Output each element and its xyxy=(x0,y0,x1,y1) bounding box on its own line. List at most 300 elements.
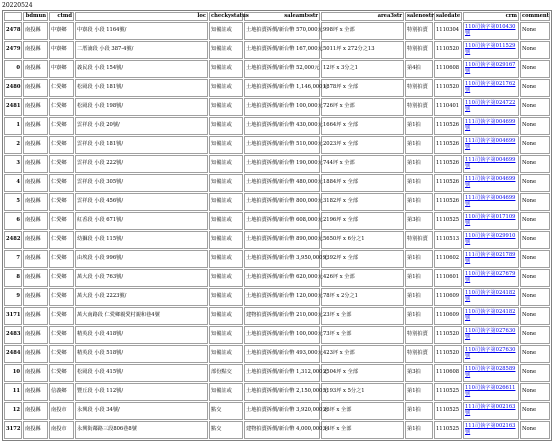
cell-comment: None xyxy=(520,60,550,78)
crm-case-link[interactable]: 111司執字第002163號 xyxy=(465,423,516,435)
cell-comment: None xyxy=(520,79,550,97)
cell-bdmun: 南投縣 xyxy=(23,250,48,268)
crm-case-link[interactable]: 111司執字第004699號 xyxy=(465,176,516,188)
column-header-ctmd: ctmd xyxy=(49,12,74,21)
cell-checkystatus: 知備註或 xyxy=(209,288,243,306)
cell-loc: 由埃段 小段 996號/ xyxy=(75,250,208,268)
table-row xyxy=(4,345,550,363)
row-index: 3171 xyxy=(4,307,22,325)
cell-saleamt: 土地拍賣拆價/新台幣 1,312,000元 xyxy=(244,364,320,382)
cell-saleno: 第1拍 xyxy=(405,174,433,192)
cell-saleamt: 土地拍賣拆價/新台幣 120,000元 xyxy=(244,288,320,306)
cell-saledate: 1110525 xyxy=(434,402,462,420)
cell-saleamt: 土地拍賣拆價/新台幣 3,920,000元 xyxy=(244,402,320,420)
table-row xyxy=(4,60,550,78)
cell-crm xyxy=(463,117,519,135)
table-row xyxy=(4,22,550,40)
cell-loc: 萬大段 小段 763號/ xyxy=(75,269,208,287)
cell-crm xyxy=(463,250,519,268)
cell-saleno: 第1拍 xyxy=(405,193,433,211)
column-header-area3str: area3str xyxy=(321,12,404,21)
cell-saleno: 第1拍 xyxy=(405,307,433,325)
table-row xyxy=(4,383,550,401)
cell-saleno: 第3拍 xyxy=(405,364,433,382)
cell-saleamt: 土地拍賣拆價/新台幣 190,000元 xyxy=(244,155,320,173)
cell-area: 426坪 x 全部 xyxy=(321,269,404,287)
row-index: 2479 xyxy=(4,41,22,59)
cell-loc: 雲祥段 小段 222號/ xyxy=(75,155,208,173)
cell-bdmun: 南投縣 xyxy=(23,22,48,40)
crm-case-link[interactable]: 110司執字第024722號 xyxy=(465,100,516,112)
cell-crm xyxy=(463,41,519,59)
row-index: 3 xyxy=(4,155,22,173)
cell-ctmd: 中寮鄉 xyxy=(49,22,74,40)
cell-area: 5193坪 x 5分之1 xyxy=(321,383,404,401)
cell-bdmun: 南投縣 xyxy=(23,345,48,363)
cell-saleamt: 土地拍賣拆價/新台幣 620,000元 xyxy=(244,269,320,287)
crm-case-link[interactable]: 110司執字第027630號 xyxy=(465,347,516,359)
cell-loc: 永興街鄰路三段806巷8號 xyxy=(75,421,208,439)
crm-case-link[interactable]: 110司執字第028589號 xyxy=(465,366,516,378)
cell-saledate: 1110520 xyxy=(434,345,462,363)
cell-checkystatus: 知備註或 xyxy=(209,345,243,363)
cell-loc: 豐丘段 小段 112號/ xyxy=(75,383,208,401)
row-index: 2480 xyxy=(4,79,22,97)
cell-area: 23坪 x 全部 xyxy=(321,307,404,325)
crm-case-link[interactable]: 110司執字第011529號 xyxy=(465,43,516,55)
cell-saleamt: 土地拍賣拆價/新台幣 167,000元 xyxy=(244,41,320,59)
cell-crm xyxy=(463,288,519,306)
cell-saleamt: 建物拍賣拆價/新台幣 4,000,000元 xyxy=(244,421,320,439)
cell-comment: None xyxy=(520,193,550,211)
report-date: 20220524 xyxy=(2,2,33,9)
cell-ctmd: 南投市 xyxy=(49,421,74,439)
cell-checkystatus: 知備註或 xyxy=(209,155,243,173)
cell-ctmd: 仁愛鄉 xyxy=(49,288,74,306)
cell-ctmd: 仁愛鄉 xyxy=(49,307,74,325)
cell-saleno: 第1拍 xyxy=(405,269,433,287)
cell-saledate: 1110608 xyxy=(434,364,462,382)
cell-saleno: 特別拍賣 xyxy=(405,345,433,363)
cell-ctmd: 仁愛鄉 xyxy=(49,212,74,230)
cell-saledate: 1110526 xyxy=(434,117,462,135)
cell-bdmun: 南投縣 xyxy=(23,326,48,344)
cell-loc: 精英段 小段 418號/ xyxy=(75,326,208,344)
cell-saleamt: 土地拍賣拆價/新台幣 1,146,000元 xyxy=(244,79,320,97)
cell-ctmd: 中寮鄉 xyxy=(49,41,74,59)
cell-crm xyxy=(463,60,519,78)
cell-saleno: 第4拍 xyxy=(405,60,433,78)
cell-bdmun: 南投縣 xyxy=(23,193,48,211)
crm-case-link[interactable]: 110司執字第024182號 xyxy=(465,290,516,302)
cell-bdmun: 南投縣 xyxy=(23,136,48,154)
crm-case-link[interactable]: 111司執字第002163號 xyxy=(465,404,516,416)
cell-crm xyxy=(463,326,519,344)
cell-crm xyxy=(463,79,519,97)
cell-saleno: 第1拍 xyxy=(405,155,433,173)
cell-loc: 松岡段 小段 198號/ xyxy=(75,98,208,116)
cell-area: 2023坪 x 全部 xyxy=(321,136,404,154)
cell-loc: 幼獅段 小段 115號/ xyxy=(75,231,208,249)
cell-checkystatus: 部份點交 xyxy=(209,364,243,382)
cell-bdmun: 南投縣 xyxy=(23,79,48,97)
cell-checkystatus: 知備註或 xyxy=(209,269,243,287)
table-row xyxy=(4,136,550,154)
table-row xyxy=(4,41,550,59)
crm-case-link[interactable]: 111司執字第004699號 xyxy=(465,195,516,207)
cell-saleamt: 土地拍賣拆價/新台幣 510,000元 xyxy=(244,136,320,154)
cell-ctmd: 仁愛鄉 xyxy=(49,155,74,173)
cell-checkystatus: 知備註或 xyxy=(209,98,243,116)
column-header-bdmun: bdmun xyxy=(23,12,48,21)
cell-area: 73坪 x 全部 xyxy=(321,326,404,344)
crm-case-link[interactable]: 111司執字第004699號 xyxy=(465,138,516,150)
cell-area: 1884坪 x 全部 xyxy=(321,174,404,192)
cell-loc: 精英段 小段 518號/ xyxy=(75,345,208,363)
cell-area: 12坪 x 3分之1 xyxy=(321,60,404,78)
cell-bdmun: 南投縣 xyxy=(23,288,48,306)
table-row xyxy=(4,117,550,135)
cell-saleamt: 建物拍賣拆價/新台幣 210,000元 xyxy=(244,307,320,325)
cell-ctmd: 仁愛鄉 xyxy=(49,117,74,135)
cell-comment: None xyxy=(520,307,550,325)
cell-saledate: 1110513 xyxy=(434,231,462,249)
cell-loc: 義民段 小段 154號/ xyxy=(75,60,208,78)
cell-crm xyxy=(463,421,519,439)
row-index: 9 xyxy=(4,288,22,306)
row-index: 1 xyxy=(4,117,22,135)
cell-bdmun: 南投縣 xyxy=(23,421,48,439)
column-header-comment: comment xyxy=(520,12,550,21)
cell-loc: 雲祥段 小段 20號/ xyxy=(75,117,208,135)
cell-bdmun: 南投縣 xyxy=(23,117,48,135)
cell-comment: None xyxy=(520,421,550,439)
table-row xyxy=(4,155,550,173)
cell-comment: None xyxy=(520,345,550,363)
cell-crm xyxy=(463,364,519,382)
table-header-row xyxy=(4,12,550,21)
cell-crm xyxy=(463,22,519,40)
cell-saleamt: 土地拍賣拆價/新台幣 430,000元 xyxy=(244,117,320,135)
cell-saledate: 1110526 xyxy=(434,136,462,154)
cell-saleno: 特別拍賣 xyxy=(405,326,433,344)
cell-crm xyxy=(463,345,519,363)
cell-saleamt: 土地拍賣拆價/新台幣 800,000元 xyxy=(244,193,320,211)
cell-saledate: 1110526 xyxy=(434,174,462,192)
cell-checkystatus: 知備註或 xyxy=(209,231,243,249)
row-index: 2483 xyxy=(4,326,22,344)
cell-loc: 二厝湳段 小段 387-4號/ xyxy=(75,41,208,59)
cell-loc: 紅香段 小段 671號/ xyxy=(75,212,208,230)
cell-bdmun: 南投縣 xyxy=(23,98,48,116)
cell-checkystatus: 知備註或 xyxy=(209,307,243,325)
cell-saleno: 第1拍 xyxy=(405,421,433,439)
crm-case-link[interactable]: 111司執字第004699號 xyxy=(465,157,516,169)
cell-saleno: 第1拍 xyxy=(405,383,433,401)
table-row xyxy=(4,364,550,382)
cell-bdmun: 南投縣 xyxy=(23,60,48,78)
cell-comment: None xyxy=(520,117,550,135)
cell-saleamt: 土地拍賣拆價/新台幣 493,000元 xyxy=(244,345,320,363)
crm-case-link[interactable]: 110司執字第026611號 xyxy=(465,385,516,397)
cell-loc: 中寮段 小段 1164號/ xyxy=(75,22,208,40)
cell-bdmun: 南投縣 xyxy=(23,155,48,173)
cell-comment: None xyxy=(520,402,550,420)
cell-comment: None xyxy=(520,326,550,344)
cell-area: 998坪 x 全部 xyxy=(321,22,404,40)
cell-bdmun: 南投縣 xyxy=(23,212,48,230)
cell-bdmun: 南投縣 xyxy=(23,231,48,249)
row-index: 6 xyxy=(4,212,22,230)
cell-ctmd: 仁愛鄉 xyxy=(49,174,74,192)
cell-crm xyxy=(463,383,519,401)
cell-crm xyxy=(463,231,519,249)
cell-ctmd: 仁愛鄉 xyxy=(49,345,74,363)
cell-saleno: 特別拍賣 xyxy=(405,98,433,116)
cell-checkystatus: 知備註或 xyxy=(209,60,243,78)
cell-loc: 雲祥段 小段 181號/ xyxy=(75,136,208,154)
cell-checkystatus: 知備註或 xyxy=(209,193,243,211)
cell-loc: 永興段 小段 34號/ xyxy=(75,402,208,420)
cell-saleamt: 土地拍賣拆價/新台幣 2,150,000元 xyxy=(244,383,320,401)
cell-comment: None xyxy=(520,269,550,287)
cell-saledate: 1110526 xyxy=(434,193,462,211)
crm-case-link[interactable]: 110司執字第017109號 xyxy=(465,214,516,226)
data-table xyxy=(2,10,552,441)
row-index: 5 xyxy=(4,193,22,211)
row-index: 10 xyxy=(4,364,22,382)
row-index: 4 xyxy=(4,174,22,192)
cell-saledate: 1110526 xyxy=(434,155,462,173)
cell-saleamt: 土地拍賣拆價/新台幣 480,000元 xyxy=(244,174,320,192)
row-index: 11 xyxy=(4,383,22,401)
cell-area: 3182坪 x 全部 xyxy=(321,193,404,211)
cell-ctmd: 仁愛鄉 xyxy=(49,193,74,211)
cell-loc: 松岡段 小段 415號/ xyxy=(75,364,208,382)
cell-ctmd: 南投市 xyxy=(49,402,74,420)
column-header-saleamtsstr: saleamtsstr xyxy=(244,12,320,21)
table-row xyxy=(4,212,550,230)
column-header-loc: loc xyxy=(75,12,208,21)
table-row xyxy=(4,269,550,287)
column-header-index xyxy=(4,12,22,21)
crm-case-link[interactable]: 110司執字第027630號 xyxy=(465,328,516,340)
cell-checkystatus: 知備註或 xyxy=(209,174,243,192)
cell-checkystatus: 知備註或 xyxy=(209,383,243,401)
table-row xyxy=(4,421,550,439)
table-row xyxy=(4,402,550,420)
table-row xyxy=(4,193,550,211)
cell-crm xyxy=(463,402,519,420)
cell-checkystatus: 知備註或 xyxy=(209,117,243,135)
cell-area: 5011坪 x 272分之13 xyxy=(321,41,404,59)
cell-ctmd: 仁愛鄉 xyxy=(49,98,74,116)
cell-crm xyxy=(463,174,519,192)
cell-ctmd: 仁愛鄉 xyxy=(49,250,74,268)
cell-ctmd: 仁愛鄉 xyxy=(49,79,74,97)
cell-ctmd: 仁愛鄉 xyxy=(49,326,74,344)
cell-checkystatus: 知備註或 xyxy=(209,41,243,59)
column-header-salenostr: salenostr xyxy=(405,12,433,21)
cell-saledate: 1110601 xyxy=(434,269,462,287)
crm-case-link[interactable]: 110司執字第027679號 xyxy=(465,271,516,283)
cell-ctmd: 中寮鄉 xyxy=(49,60,74,78)
cell-saleno: 特別拍賣 xyxy=(405,41,433,59)
crm-case-link[interactable]: 110司執字第010430號 xyxy=(465,24,516,36)
cell-saleno: 特別拍賣 xyxy=(405,22,433,40)
cell-saleamt: 土地拍賣拆價/新台幣 100,000元 xyxy=(244,98,320,116)
cell-saledate: 1110602 xyxy=(434,250,462,268)
cell-saleamt: 土地拍賣拆價/新台幣 608,000元 xyxy=(244,212,320,230)
crm-case-link[interactable]: 111司執字第021789號 xyxy=(465,252,516,264)
row-index: 12 xyxy=(4,402,22,420)
cell-saleno: 第1拍 xyxy=(405,136,433,154)
cell-checkystatus: 知備註或 xyxy=(209,136,243,154)
table-row xyxy=(4,307,550,325)
cell-area: 423坪 x 全部 xyxy=(321,345,404,363)
cell-area: 744坪 x 全部 xyxy=(321,155,404,173)
cell-saledate: 1110401 xyxy=(434,98,462,116)
cell-crm xyxy=(463,98,519,116)
cell-loc: 萬大段 小段 2223號/ xyxy=(75,288,208,306)
cell-area: 2196坪 x 全部 xyxy=(321,212,404,230)
cell-bdmun: 南投縣 xyxy=(23,402,48,420)
cell-ctmd: 仁愛鄉 xyxy=(49,231,74,249)
cell-checkystatus: 知備註或 xyxy=(209,250,243,268)
cell-saledate: 1110609 xyxy=(434,288,462,306)
cell-comment: None xyxy=(520,231,550,249)
row-index: 3172 xyxy=(4,421,22,439)
row-index: 2481 xyxy=(4,98,22,116)
cell-bdmun: 南投縣 xyxy=(23,307,48,325)
column-header-saledate: saledate xyxy=(434,12,462,21)
cell-checkystatus: 點交 xyxy=(209,421,243,439)
cell-area: 9392坪 x 全部 xyxy=(321,250,404,268)
cell-saledate: 1110609 xyxy=(434,307,462,325)
cell-saleno: 第1拍 xyxy=(405,250,433,268)
cell-loc: 雲祥段 小段 305號/ xyxy=(75,174,208,192)
row-index: 7 xyxy=(4,250,22,268)
cell-checkystatus: 點交 xyxy=(209,402,243,420)
cell-saleno: 特別拍賣 xyxy=(405,231,433,249)
cell-checkystatus: 知備註或 xyxy=(209,212,243,230)
cell-comment: None xyxy=(520,250,550,268)
cell-ctmd: 信義鄉 xyxy=(49,383,74,401)
cell-saleno: 特別拍賣 xyxy=(405,79,433,97)
cell-saleno: 第3拍 xyxy=(405,212,433,230)
cell-area: 2504坪 x 全部 xyxy=(321,364,404,382)
cell-saleno: 第1拍 xyxy=(405,288,433,306)
cell-saleamt: 土地拍賣拆價/新台幣 890,000元 xyxy=(244,231,320,249)
cell-comment: None xyxy=(520,288,550,306)
table-row xyxy=(4,174,550,192)
cell-bdmun: 南投縣 xyxy=(23,364,48,382)
cell-checkystatus: 知備註或 xyxy=(209,22,243,40)
crm-case-link[interactable]: 110司執字第021762號 xyxy=(465,81,516,93)
cell-comment: None xyxy=(520,136,550,154)
column-header-checkystatus: checkystatus xyxy=(209,12,243,21)
row-index: 0 xyxy=(4,60,22,78)
cell-loc: 萬大南路段 仁愛鄉親愛村親和巷4號 xyxy=(75,307,208,325)
cell-ctmd: 仁愛鄉 xyxy=(49,269,74,287)
cell-crm xyxy=(463,307,519,325)
cell-crm xyxy=(463,155,519,173)
table-row xyxy=(4,288,550,306)
cell-area: 34坪 x 全部 xyxy=(321,421,404,439)
cell-comment: None xyxy=(520,98,550,116)
cell-crm xyxy=(463,269,519,287)
cell-saleno: 第1拍 xyxy=(405,402,433,420)
cell-area: 1664坪 x 全部 xyxy=(321,117,404,135)
cell-ctmd: 仁愛鄉 xyxy=(49,364,74,382)
cell-saleamt: 土地拍賣拆價/新台幣 570,000元 xyxy=(244,22,320,40)
cell-saledate: 1110525 xyxy=(434,212,462,230)
cell-comment: None xyxy=(520,41,550,59)
cell-saledate: 1110304 xyxy=(434,22,462,40)
cell-saledate: 1110520 xyxy=(434,41,462,59)
cell-comment: None xyxy=(520,364,550,382)
cell-bdmun: 南投縣 xyxy=(23,383,48,401)
cell-saledate: 1110525 xyxy=(434,421,462,439)
cell-area: 1878坪 x 全部 xyxy=(321,79,404,97)
cell-saleamt: 土地拍賣拆價/新台幣 3,950,000元 xyxy=(244,250,320,268)
cell-saledate: 1110608 xyxy=(434,60,462,78)
cell-area: 26坪 x 全部 xyxy=(321,402,404,420)
table-row xyxy=(4,98,550,116)
row-index: 2484 xyxy=(4,345,22,363)
cell-saleamt: 土地拍賣拆價/新台幣 52,000元 xyxy=(244,60,320,78)
row-index: 2 xyxy=(4,136,22,154)
cell-saleno: 第1拍 xyxy=(405,117,433,135)
table-row xyxy=(4,231,550,249)
crm-case-link[interactable]: 110司執字第029167號 xyxy=(465,62,516,74)
cell-crm xyxy=(463,193,519,211)
cell-bdmun: 南投縣 xyxy=(23,269,48,287)
cell-crm xyxy=(463,136,519,154)
cell-saleamt: 土地拍賣拆價/新台幣 100,000元 xyxy=(244,326,320,344)
cell-loc: 松岡段 小段 181號/ xyxy=(75,79,208,97)
table-row xyxy=(4,326,550,344)
crm-case-link[interactable]: 110司執字第024182號 xyxy=(465,309,516,321)
cell-area: 78坪 x 2分之1 xyxy=(321,288,404,306)
crm-case-link[interactable]: 111司執字第004699號 xyxy=(465,119,516,131)
cell-saledate: 1110520 xyxy=(434,79,462,97)
row-index: 2482 xyxy=(4,231,22,249)
table-row xyxy=(4,79,550,97)
cell-crm xyxy=(463,212,519,230)
cell-bdmun: 南投縣 xyxy=(23,174,48,192)
cell-comment: None xyxy=(520,212,550,230)
cell-loc: 雲祥段 小段 456號/ xyxy=(75,193,208,211)
row-index: 2478 xyxy=(4,22,22,40)
cell-ctmd: 仁愛鄉 xyxy=(49,136,74,154)
cell-saledate: 1110525 xyxy=(434,383,462,401)
cell-comment: None xyxy=(520,174,550,192)
cell-area: 726坪 x 全部 xyxy=(321,98,404,116)
cell-comment: None xyxy=(520,383,550,401)
cell-checkystatus: 知備註或 xyxy=(209,326,243,344)
crm-case-link[interactable]: 110司執字第029910號 xyxy=(465,233,516,245)
cell-bdmun: 南投縣 xyxy=(23,41,48,59)
cell-saledate: 1110520 xyxy=(434,326,462,344)
cell-checkystatus: 知備註或 xyxy=(209,79,243,97)
row-index: 8 xyxy=(4,269,22,287)
column-header-crm: crm xyxy=(463,12,519,21)
cell-area: 5650坪 x 6分之1 xyxy=(321,231,404,249)
cell-comment: None xyxy=(520,22,550,40)
cell-comment: None xyxy=(520,155,550,173)
table-row xyxy=(4,250,550,268)
